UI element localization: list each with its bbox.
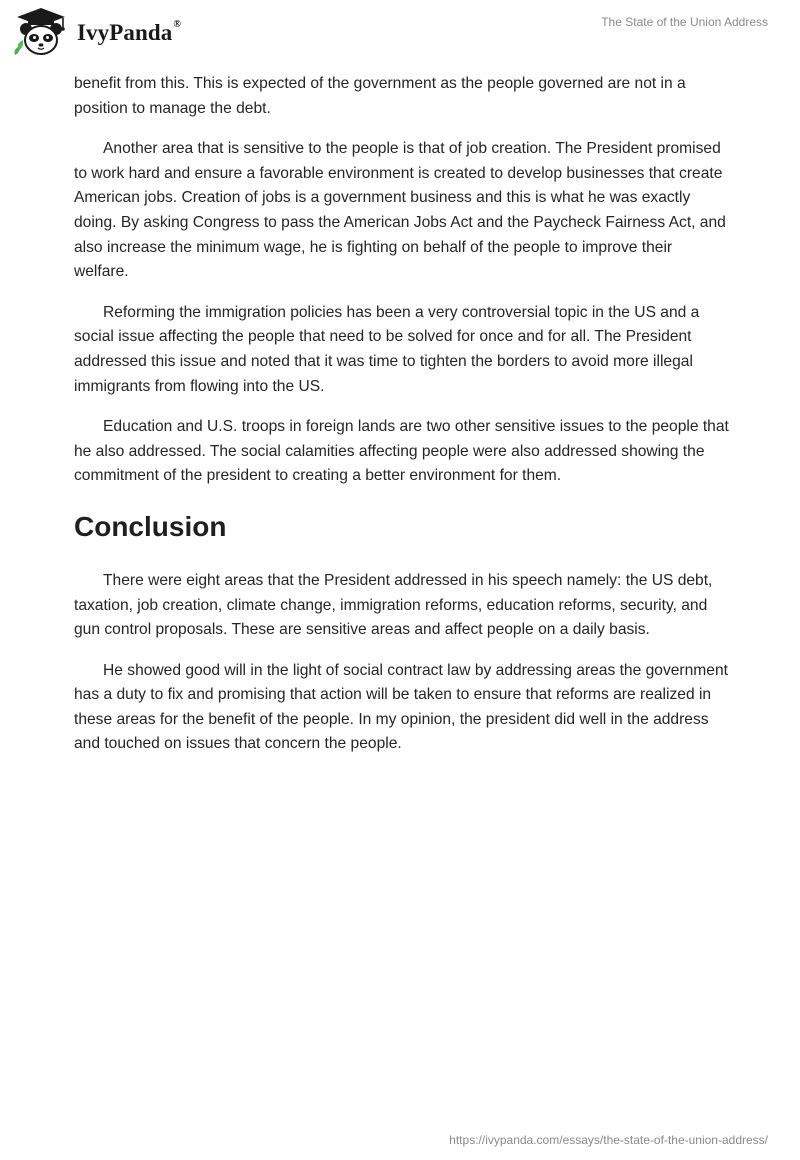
document-title: The State of the Union Address	[601, 15, 768, 29]
panda-graduation-cap-icon	[12, 7, 70, 57]
brand-name	[77, 20, 181, 46]
paragraph-job-creation: Another area that is sensitive to the people is that of job creation. The President promised to work hard and ensure a favorable environment is created to develop businesses that create American jobs. Creation of jobs is a government business and this is what he was exactly doing. By asking Congress to pass the American Jobs Act and the Paycheck Fairness Act, and also increase the minimum wage, he is fighting on behalf of the people to improve their welfare.	[74, 140, 726, 281]
ivypanda-logo[interactable]	[12, 7, 181, 57]
paragraph-social-contract: He showed good will in the light of social contract law by addressing areas the government has a duty to fix and promising that action will be taken to ensure that reforms are realized in these areas for the benefit of the people. In my opinion, the president did well in the address and touched on issues that concern the people.	[74, 661, 728, 753]
source-url[interactable]: https://ivypanda.com/essays/the-state-of-the-union-address/	[449, 1133, 768, 1147]
paragraph-immigration: Reforming the immigration policies has been a very controversial topic in the US and a social issue affecting the people that need to be solved for once and for all. The President addressed this issue and noted that it was time to tighten the borders to avoid more illegal immigrants from flowing into the US.	[74, 303, 700, 395]
paragraph-education-troops: Education and U.S. troops in foreign lands are two other sensitive issues to the people that he also addressed. The social calamities affecting people were also addressed showing the commitment of the president to creating a better environment for them.	[74, 418, 729, 485]
paragraph-eight-areas: There were eight areas that the President addressed in his speech namely: the US debt, taxation, job creation, climate change, immigration reforms, education reforms, security, and gun control proposals. These are sensitive areas and affect people on a daily basis.	[74, 571, 713, 639]
brand-text: IvyPanda	[77, 20, 173, 45]
registered-mark: ®	[173, 19, 181, 31]
page-header	[0, 0, 800, 64]
conclusion-heading: Conclusion	[74, 510, 227, 542]
essay-body	[74, 72, 730, 773]
paragraph-continuation: benefit from this. This is expected of the government as the people governed are not in a position to manage the debt.	[74, 75, 686, 117]
